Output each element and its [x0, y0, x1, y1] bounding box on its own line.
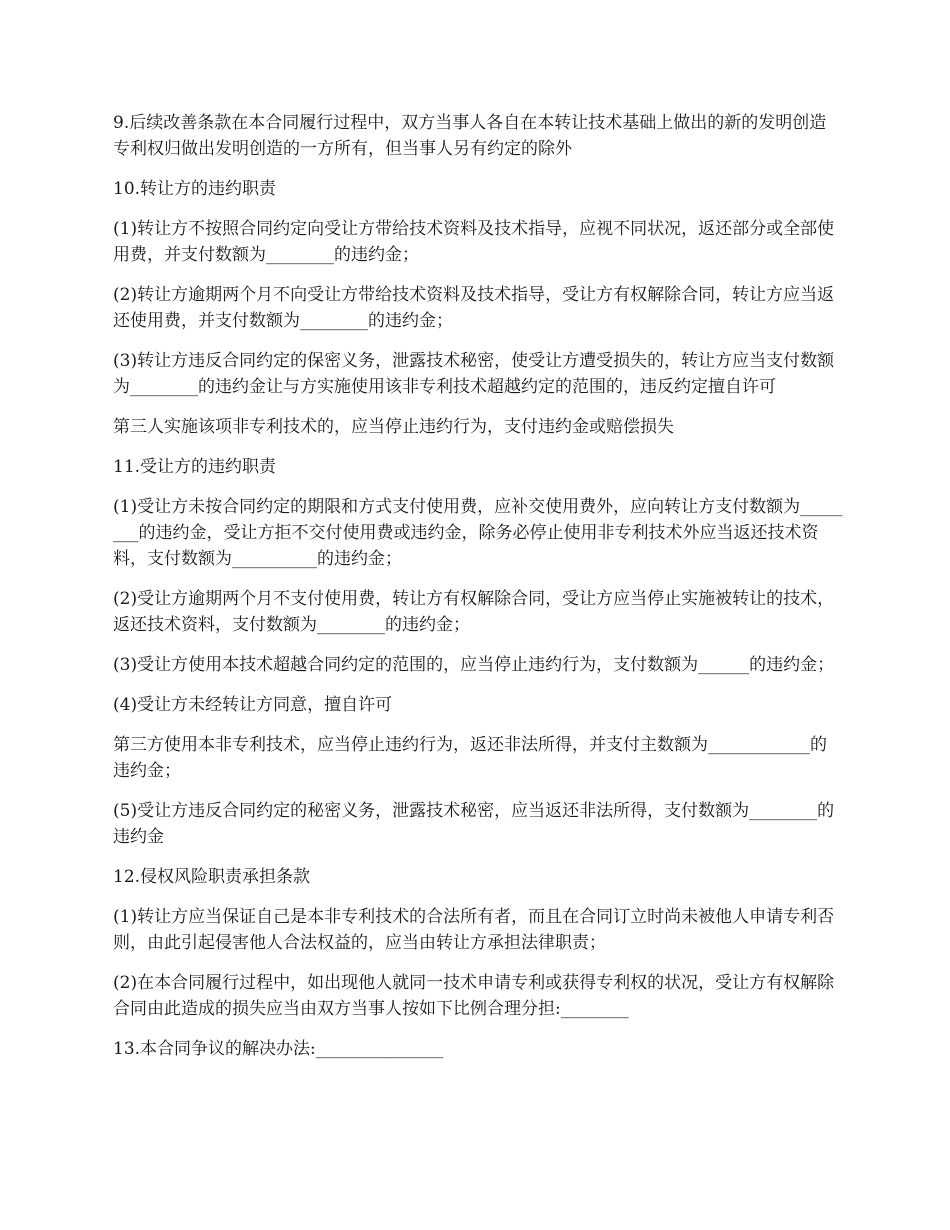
clause-9-paragraph: 9.后续改善条款在本合同履行过程中，双方当事人各自在本转让技术基础上做出的新的发明创造专利权归做出发明创造的一方所有，但当事人另有约定的除外	[113, 113, 827, 159]
clause-10-item-1: (1)转让方不按照合同约定向受让方带给技术资料及技术指导，应视不同状况，返还部分或全部使用费，并支付数额为________的违约金；	[113, 219, 835, 265]
clause-11-item-3: (3)受让方使用本技术超越合同约定的范围的，应当停止违约行为，支付数额为______的违约金；	[113, 655, 835, 675]
clause-13-paragraph: 13.本合同争议的解决办法:_______________	[113, 1039, 444, 1059]
clause-11-item-5: (5)受让方违反合同约定的秘密义务，泄露技术秘密，应当返还非法所得，支付数额为________的违约金	[113, 801, 835, 847]
document-page	[113, 110, 843, 1076]
clause-10-item-3-continued: 第三人实施该项非专利技术的，应当停止违约行为，支付违约金或赔偿损失	[113, 417, 674, 437]
clause-10-item-3: (3)转让方违反合同约定的保密义务，泄露技术秘密，使受让方遭受损失的，转让方应当支付数额为________的违约金让与方实施使用该非专利技术超越约定的范围的，违反约定擅自许可	[113, 351, 835, 397]
clause-12-item-1: (1)转让方应当保证自己是本非专利技术的合法所有者，而且在合同订立时尚未被他人申请专利否则，由此引起侵害他人合法权益的，应当由转让方承担法律职责；	[113, 907, 835, 953]
clause-10-heading: 10.转让方的违约职责	[113, 179, 277, 199]
clause-12-heading: 12.侵权风险职责承担条款	[113, 867, 311, 887]
clause-11-heading: 11.受让方的违约职责	[113, 457, 277, 477]
clause-10-item-2: (2)转让方逾期两个月不向受让方带给技术资料及技术指导，受让方有权解除合同，转让方应当返还使用费，并支付数额为________的违约金；	[113, 285, 835, 331]
clause-12-item-2: (2)在本合同履行过程中，如出现他人就同一技术申请专利或获得专利权的状况，受让方有权解除合同由此造成的损失应当由双方当事人按如下比例合理分担:________	[113, 973, 835, 1019]
clause-11-item-2: (2)受让方逾期两个月不支付使用费，转让方有权解除合同，受让方应当停止实施被转让的技术，返还技术资料，支付数额为________的违约金；	[113, 589, 835, 635]
clause-11-item-1: (1)受让方未按合同约定的期限和方式支付使用费，应补交使用费外，应向转让方支付数额为________的违约金，受让方拒不交付使用费或违约金，除务必停止使用非专利技术外应当返还技术资料，支付数额为__________的违约金；	[113, 497, 843, 569]
clause-11-item-4-continued: 第三方使用本非专利技术，应当停止违约行为，返还非法所得，并支付主数额为____________的违约金；	[113, 735, 827, 781]
clause-11-item-4: (4)受让方未经转让方同意，擅自许可	[113, 695, 393, 715]
